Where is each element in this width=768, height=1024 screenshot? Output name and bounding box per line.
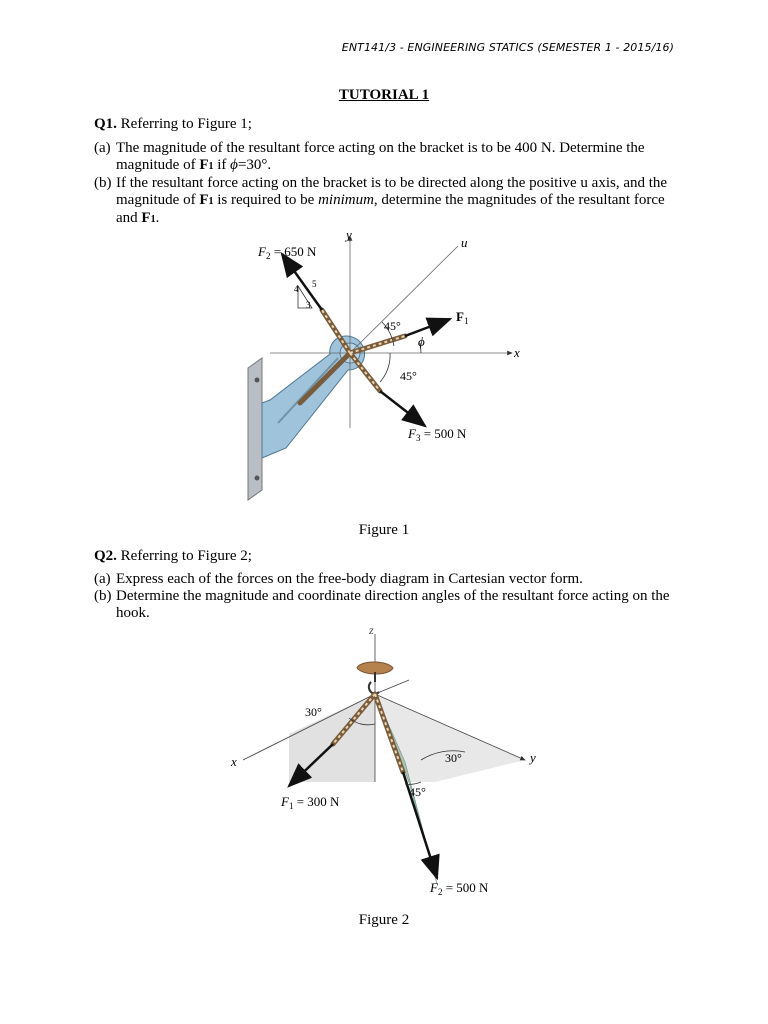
angle-30-right: 30° — [445, 751, 462, 765]
fig1-axis-x: x — [514, 345, 520, 360]
fig2-axis-z: z — [369, 623, 374, 637]
question-2 — [94, 548, 676, 622]
fig2-axis-y: y — [530, 750, 536, 765]
fig2-axis-x: x — [231, 754, 237, 769]
question-1 — [94, 116, 676, 228]
figure-2 — [225, 622, 555, 898]
angle-30-left: 30° — [305, 705, 322, 719]
q2-part-b: (b) Determine the magnitude and coordinate direction angles of the resultant force acting on the hook. — [94, 588, 670, 621]
figure-2-caption: Figure 2 — [358, 912, 410, 928]
f1-label: $F_1$ — [456, 309, 469, 326]
plane-yz — [375, 694, 525, 782]
phi-label: ϕ — [418, 334, 425, 349]
triangle-5: 5 — [312, 279, 317, 289]
figure-1 — [230, 228, 550, 513]
wall-plate — [248, 358, 262, 500]
q2-intro: Q2. Referring to Figure 2; — [94, 548, 252, 564]
triangle-3: 3 — [306, 300, 311, 310]
f3-label: $F_3 = 500$ N — [408, 426, 467, 443]
q1-part-b: (b) If the resultant force acting on the bracket is to be directed along the positive u axis, and the magnitude of F1 is required to be minimum, determine the magnitudes of the resultant force and F1. — [94, 175, 668, 226]
q1-part-a: (a) The magnitude of the resultant force acting on the bracket is to be 400 N. Determine the magnitude of F1 if ϕ=30°. — [94, 140, 645, 173]
f2-label: $F_2 = 650$ N — [258, 244, 317, 261]
angle-45-lower: 45° — [400, 369, 417, 383]
tutorial-title: TUTORIAL 1 — [338, 87, 430, 103]
q1-intro: Q1. Referring to Figure 1; — [94, 116, 252, 132]
angle-45: 45° — [409, 785, 426, 799]
fig1-axis-y: y — [346, 228, 352, 242]
figure-1-caption: Figure 1 — [358, 522, 410, 538]
fig1-axis-u: u — [461, 235, 468, 250]
course-header: ENT141/3 - ENGINEERING STATICS (SEMESTER 1 - 2015/16) — [341, 41, 674, 54]
fig2-f2-label: $F_2 = 500$ N — [430, 880, 489, 897]
f3-arrow — [380, 391, 425, 426]
triangle-4: 4 — [294, 284, 299, 294]
q2-part-a: (a) Express each of the forces on the free-body diagram in Cartesian vector form. — [94, 571, 583, 587]
f1-arrow — [405, 319, 450, 336]
angle-45-upper: 45° — [384, 319, 401, 333]
fig2-f1-label: $F_1 = 300$ N — [281, 794, 340, 811]
